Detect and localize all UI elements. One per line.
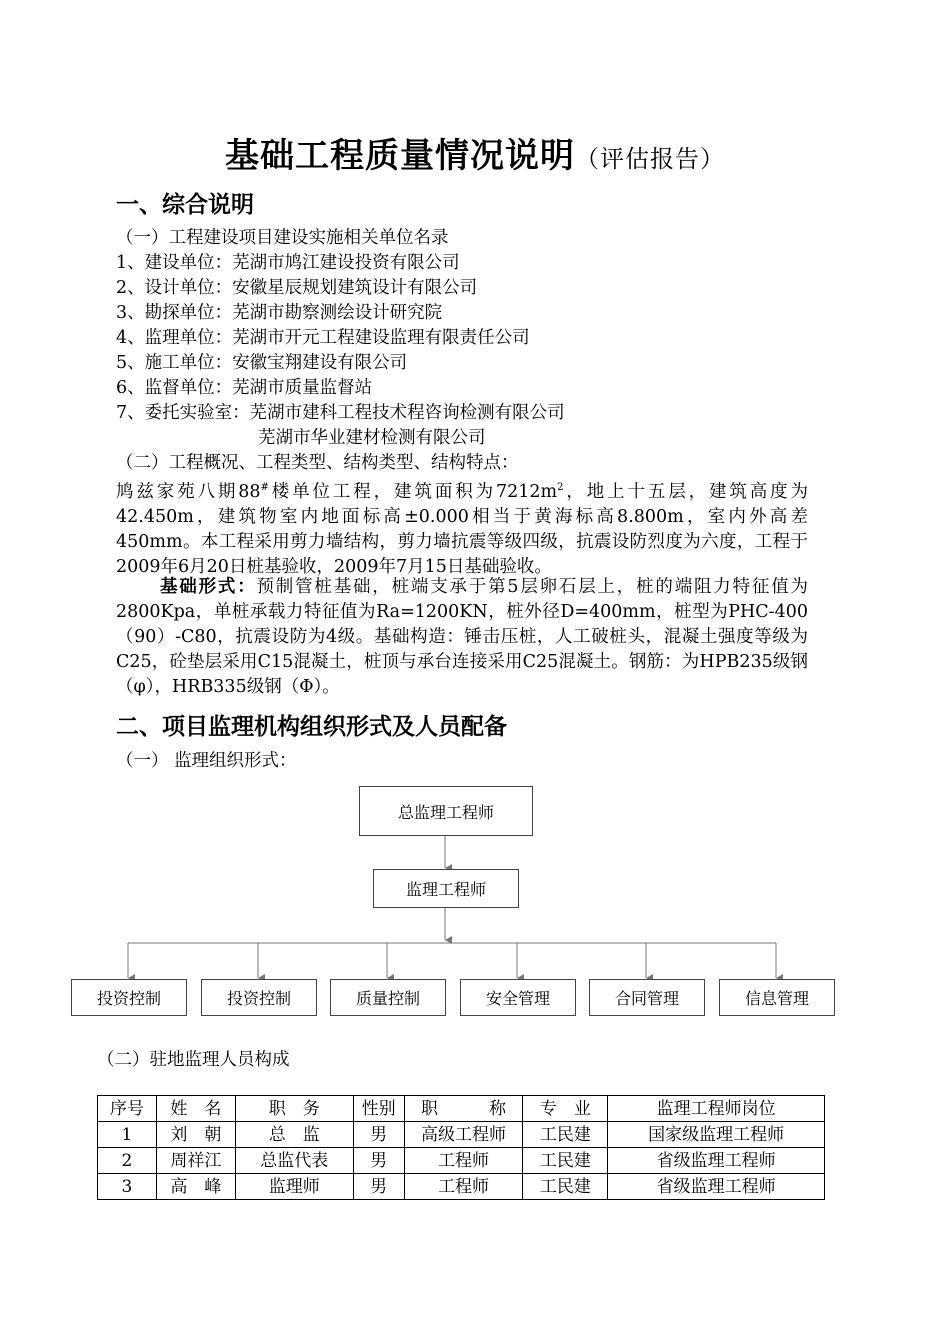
overview-paragraph: 鸠兹家苑八期88#楼单位工程，建筑面积为$7212m^2$，地上十五层，建筑高度为42.450m，建筑物室内地面标高±0.000相当于黄海标高8.800m，室内外高差450mm。本工程采用剪力墙结构，剪力墙抗震等级四级，抗震设防烈度为六度，工程于2009年6月20日桩基验收，2009年7月15日基础验收。 xyxy=(116,481,808,577)
table-header-row xyxy=(98,1096,825,1122)
table-row xyxy=(98,1174,825,1200)
table-cell: 男 xyxy=(353,1148,404,1174)
section1-heading: 一、综合说明 xyxy=(116,191,254,218)
foundation-label: 基础形式： xyxy=(160,577,257,597)
title-sub: （评估报告） xyxy=(575,145,725,173)
table-cell: 男 xyxy=(353,1174,404,1200)
table-cell: 高 峰 xyxy=(156,1174,235,1200)
org-box-leaf: 安全管理 xyxy=(460,979,576,1016)
unit-line-extra: 芜湖市华业建材检测有限公司 xyxy=(258,428,486,448)
org-box-leaf: 合同管理 xyxy=(589,979,705,1016)
table-cell: 国家级监理工程师 xyxy=(608,1122,825,1148)
table-cell: 监理师 xyxy=(235,1174,353,1200)
table-header-cell: 职 务 xyxy=(235,1096,353,1122)
table-cell: 周祥江 xyxy=(156,1148,235,1174)
section2-sub2: （二）驻地监理人员构成 xyxy=(97,1050,290,1070)
table-cell: 工程师 xyxy=(404,1174,523,1200)
table-cell: 2 xyxy=(98,1148,157,1174)
unit-line: 4、监理单位：芜湖市开元工程建设监理有限责任公司 xyxy=(116,328,530,348)
table-cell: 工民建 xyxy=(523,1148,608,1174)
org-box-leaf: 投资控制 xyxy=(201,979,317,1016)
table-cell: 高级工程师 xyxy=(404,1122,523,1148)
table-row xyxy=(98,1122,825,1148)
table-header-cell: 监理工程师岗位 xyxy=(608,1096,825,1122)
table-cell: 3 xyxy=(98,1174,157,1200)
table-header-cell: 姓 名 xyxy=(156,1096,235,1122)
org-box-chief: 总监理工程师 xyxy=(359,786,533,836)
table-cell: 刘 朝 xyxy=(156,1122,235,1148)
table-cell: 省级监理工程师 xyxy=(608,1174,825,1200)
table-cell: 工程师 xyxy=(404,1148,523,1174)
table-cell: 男 xyxy=(353,1122,404,1148)
unit-line: 2、设计单位：安徽星辰规划建筑设计有限公司 xyxy=(116,278,478,298)
unit-line: 5、施工单位：安徽宝翔建设有限公司 xyxy=(116,353,408,373)
table-header-cell: 序号 xyxy=(98,1096,157,1122)
table-row xyxy=(98,1148,825,1174)
table-header-cell: 专 业 xyxy=(523,1096,608,1122)
unit-line: 6、监督单位：芜湖市质量监督站 xyxy=(116,378,373,398)
table-cell: 总 监 xyxy=(235,1122,353,1148)
org-box-leaf: 信息管理 xyxy=(719,979,835,1016)
table-cell: 总监代表 xyxy=(235,1148,353,1174)
table-cell: 省级监理工程师 xyxy=(608,1148,825,1174)
table-cell: 工民建 xyxy=(523,1122,608,1148)
table-header-cell: 职 称 xyxy=(404,1096,523,1122)
table-cell: 工民建 xyxy=(523,1174,608,1200)
unit-line: 7、委托实验室：芜湖市建科工程技术程咨询检测有限公司 xyxy=(116,403,565,423)
section2-sub1: （一） 监理组织形式： xyxy=(116,751,297,771)
org-box-leaf: 质量控制 xyxy=(330,979,446,1016)
unit-line: 3、勘探单位：芜湖市勘察测绘设计研究院 xyxy=(116,303,443,323)
section1-sub2: （二）工程概况、工程类型、结构类型、结构特点： xyxy=(116,453,519,473)
section1-sub1: （一）工程建设项目建设实施相关单位名录 xyxy=(116,228,449,248)
section2-heading: 二、项目监理机构组织形式及人员配备 xyxy=(116,713,507,740)
title-main: 基础工程质量情况说明 xyxy=(225,136,575,176)
staff-table xyxy=(97,1095,825,1200)
org-box-leaf: 投资控制 xyxy=(71,979,187,1016)
table-header-cell: 性别 xyxy=(353,1096,404,1122)
table-cell: 1 xyxy=(98,1122,157,1148)
foundation-text: 预制管桩基础，桩端支承于第5层卵石层上，桩的端阻力特征值为2800Kpa，单桩承载力特征值为Ra=1200KN，桩外径D=400mm，桩型为PHC-400（90）-C80，抗震设防为4级。基础构造：锤击压桩，人工破桩头，混凝土强度等级为C25，砼垫层采用C15混凝土，桩顶与承台连接采用C25混凝土。钢筋：为HPB235级钢（φ），HRB335级钢（Φ）。 xyxy=(116,577,808,697)
unit-line: 1、建设单位：芜湖市鸠江建设投资有限公司 xyxy=(116,253,460,273)
org-box-engineer: 监理工程师 xyxy=(373,869,519,908)
